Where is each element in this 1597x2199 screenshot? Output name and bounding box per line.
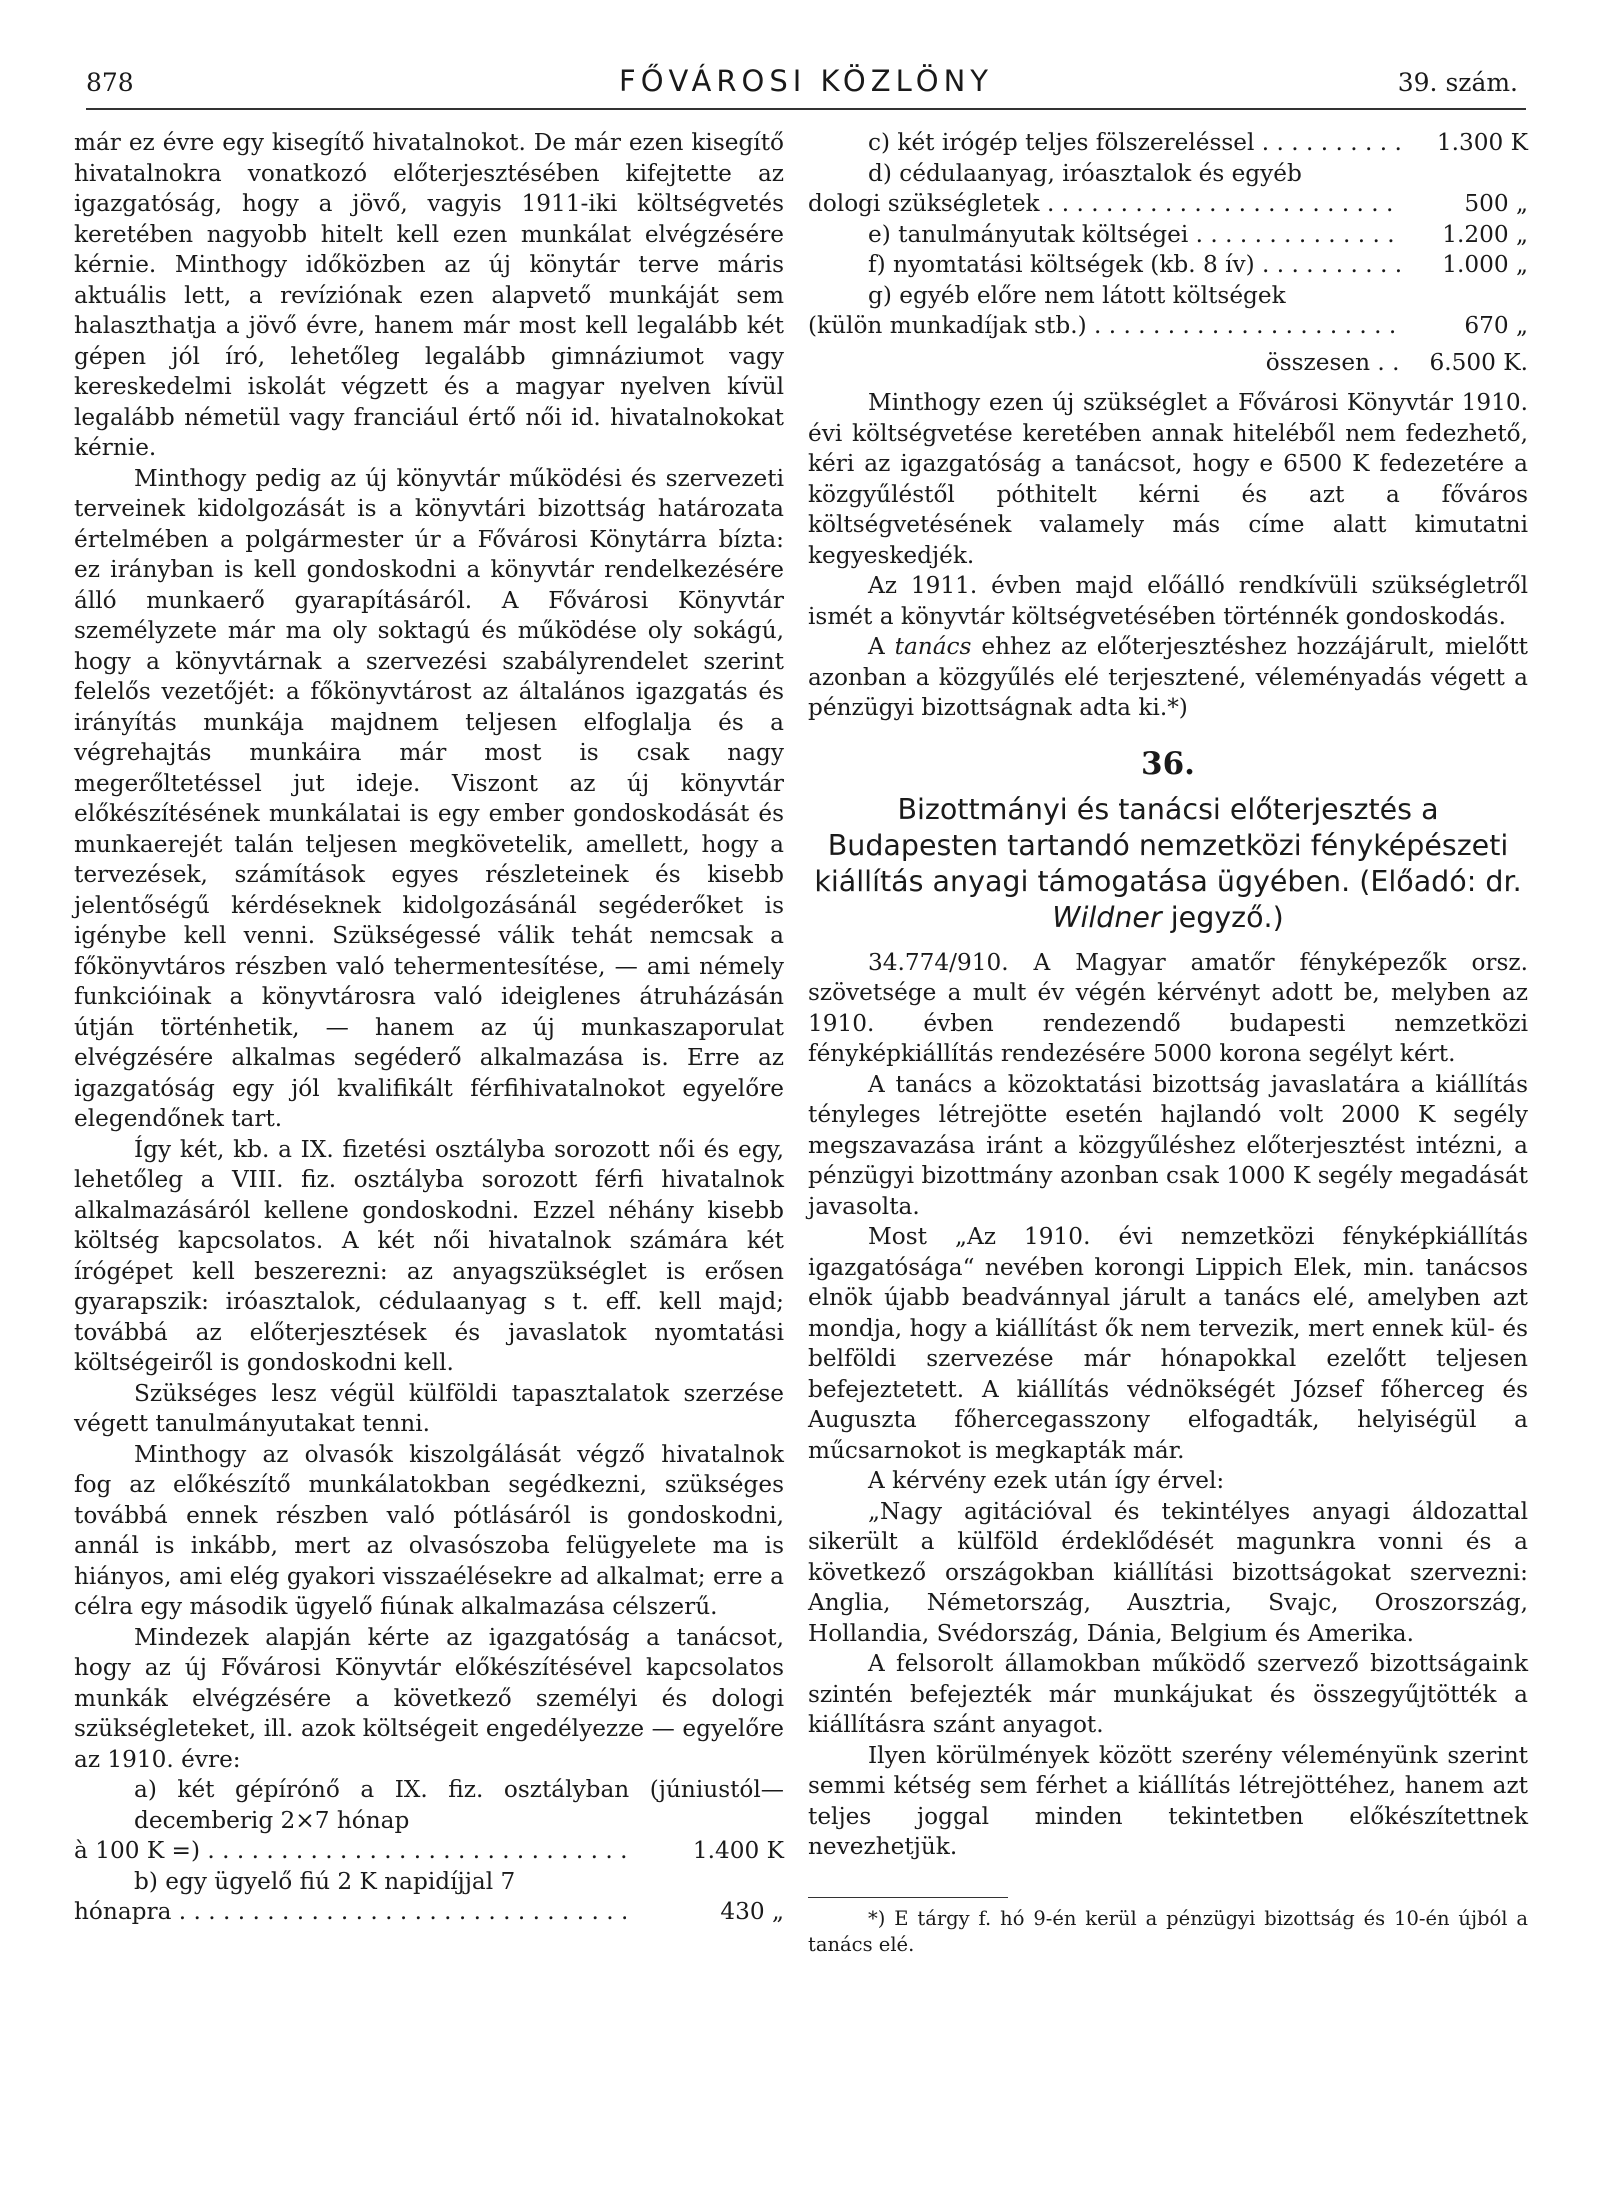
expense-item-f xyxy=(808,250,1528,281)
expense-amount: 1.000 „ xyxy=(1442,251,1528,278)
expense-amount: 500 „ xyxy=(1464,190,1528,217)
section-number: 36. xyxy=(1141,745,1195,782)
expense-row xyxy=(808,189,1528,220)
paragraph: A felsorolt államokban működő szervező bizottságaink szintén befejezték már munkájukat és összegyűjtötték a kiállításra szánt anyagot. xyxy=(808,1650,1528,1738)
paragraph: Minthogy az olvasók kiszolgálását végző hivatalnok fog az előkészítő munkálatokban segédkezni, szükséges továbbá ennek részben való pótlásáról is gondoskodni, annál is inkább, mert az olvasószoba felügyelete ma is hiányos, ami elég gyakori visszaélésekre ad alkalmat; erre a célra egy második ügyelő fiúnak alkalmazása célszerű. xyxy=(74,1440,784,1620)
emphasized-text: Wildner xyxy=(1052,900,1162,934)
issue-number: 39. szám. xyxy=(1397,68,1518,97)
right-column xyxy=(808,128,1528,1958)
paragraph xyxy=(808,632,1528,724)
section-title xyxy=(808,792,1528,936)
expense-label: f) nyomtatási költségek (kb. 8 ív) . . . xyxy=(868,250,1402,281)
footnote-rule xyxy=(808,1897,1008,1898)
total-label: összesen . . xyxy=(1265,348,1400,376)
expense-label: c) két irógép teljes fölszereléssel . . . xyxy=(868,128,1402,159)
expense-item-text: b) egy ügyelő fiú 2 K napidíjjal 7 xyxy=(134,1867,516,1895)
expense-label: hónapra . . . xyxy=(74,1897,626,1928)
expense-item-b xyxy=(74,1867,784,1928)
expense-item-a xyxy=(74,1775,784,1867)
paragraph: Szükséges lesz végül külföldi tapasztalatok szerzése végett tanulmányutakat tenni. xyxy=(74,1379,784,1437)
paragraph: Mindezek alapján kérte az igazgatóság a tanácsot, hogy az új Fővárosi Könyvtár előkészítésével kapcsolatos munkák elvégzésére a következő személyi és dologi szükségleteket, ill. azok költségeit engedélyezze — egyelőre az 1910. évre: xyxy=(74,1623,784,1773)
expense-item-d xyxy=(808,159,1528,220)
paragraph: A kérvény ezek után így érvel: xyxy=(868,1467,1225,1494)
expense-item-text: g) egyéb előre nem látott költségek xyxy=(868,281,1286,309)
expense-total xyxy=(808,348,1528,379)
publication-title: FŐVÁROSI KÖZLÖNY xyxy=(619,64,993,98)
text-run: jegyző.) xyxy=(1161,900,1284,934)
text-run: A xyxy=(868,633,895,660)
expense-item-g xyxy=(808,281,1528,342)
paragraph: Minthogy pedig az új könyvtár működési és szervezeti terveinek kidolgozását is a könyvtári bizottság határozata értelmében a polgármester úr a Fővárosi Könytárra bízta: ez irányban is kell gondoskodni a könyvtár rendelkezésére álló munkaerő gyarapításáról. A Fővárosi Könyvtár személyzete már ma oly soktagú és működése oly sokágú, hogy a könyvtárnak a szervezési szabályrendelet szerint felelős vezetőjét: a főkönyvtárost az általános igazgatás és irányítás munkája majdnem teljesen elfoglalja és a végrehajtás munkáira már most is csak nagy megerőltetéssel jut ideje. Viszont az új könyvtár előkészítésének munkálatai is egy ember gondoskodását és munkaerejét talán teljesen megkövetelik, amellett, hogy a tervezések, számítások egyes részleteinek és kisebb jelentőségű kérdéseknek kidolgozásánál segéderőket is igénybe kell venni. Szükségessé válik tehát nemcsak a főkönyvtáros részben való tehermentesítése, — ami némely funkcióinak a könyvtárosra való ideiglenes átruházásán útján történhetik, — hanem az új munkaszaporulat elvégzésére alkalmas segéderő alkalmazása is. Erre az igazgatóság egy jól kvalifikált férfihivatalnokot egyelőre elegendőnek tart. xyxy=(74,464,784,1132)
paragraph: A tanács a közoktatási bizottság javaslatára a kiállítás tényleges létrejötte esetén hajlandó volt 2000 K segély megszavazása iránt a közgyűléshez előterjesztést intézni, a pénzügyi bizottmány azonban csak 1000 K segély megadását javasolta. xyxy=(808,1070,1528,1220)
expense-label: à 100 K =) . . . xyxy=(74,1836,626,1867)
emphasized-text: tanács xyxy=(894,633,972,660)
paragraph: már ez évre egy kisegítő hivatalnokot. De már ezen kisegítő hivatalnokra vonatkozó előterjesztésében kifejtette az igazgatóság, hogy a jövő, vagyis 1911-iki költségvetés keretében nagyobb hitelt kell ezen munkálat elvégzésére kérnie. Minthogy időközben az új könytár terve máris aktuális lett, a revíziónak ezen alapvető munkáját sem halaszthatja a jövő évre, hanem már most kell legalább két gépen jól író, lehetőleg legalább gimnáziumot vagy kereskedelmi iskolát végzett és a magyar nyelven kívül legalább németül vagy franciául értő női id. hivatalnokokat kérnie. xyxy=(74,129,784,461)
page-header xyxy=(86,60,1526,110)
footnote: *) E tárgy f. hó 9-én kerül a pénzügyi bizottság és 10-én újból a tanács elé. xyxy=(808,1906,1528,1956)
expense-label: e) tanulmányutak költségei . . . xyxy=(868,220,1402,251)
expense-amount: 430 „ xyxy=(720,1898,784,1925)
expense-amount: 670 „ xyxy=(1464,312,1528,339)
expense-row xyxy=(808,311,1528,342)
expense-amount: 1.300 K xyxy=(1436,129,1528,156)
expense-item-text: d) cédulaanyag, iróasztalok és egyéb xyxy=(868,159,1302,187)
expense-amount: 1.400 K xyxy=(692,1837,784,1864)
expense-label: (külön munkadíjak stb.) . . . xyxy=(808,311,1402,342)
left-column xyxy=(74,128,784,1928)
page-number: 878 xyxy=(86,68,134,97)
expense-item-text: a) két gépírónő a IX. fiz. osztályban (júniustól—decemberig 2×7 hónap xyxy=(134,1776,784,1834)
expense-item-c xyxy=(808,128,1528,159)
expense-row xyxy=(74,1836,784,1867)
paragraph: „Nagy agitációval és tekintélyes anyagi áldozattal sikerült a külföld érdeklődését magunkra vonni és a következő országokban kiállítási bizottságokat szervezni: Anglia, Németország, Ausztria, Svajc, Oroszország, Hollandia, Svédország, Dánia, Belgium és Amerika. xyxy=(808,1497,1528,1647)
expense-item-e xyxy=(808,220,1528,251)
text-run: Bizottmányi és tanácsi előterjesztés a Budapesten tartandó nemzetközi fényképészeti kiállítás anyagi támogatása ügyében. (Előadó: dr. xyxy=(814,792,1522,898)
paragraph: Így két, kb. a IX. fizetési osztályba sorozott női és egy, lehetőleg a VIII. fiz. osztályba sorozott férfi hivatalnok alkalmazásáról kellene gondoskodni. Ezzel néhány kisebb költség kapcsolatos. A két női hivatalnok számára két írógépet kell beszerezni: az anyagszükséglet is erősen gyarapszik: iróasztalok, cédulaanyag s t. eff. kell majd; továbbá az előterjesztések és javaslatok nyomtatási költségeiről is gondoskodni kell. xyxy=(74,1135,784,1376)
paragraph: Ilyen körülmények között szerény véleményünk szerint semmi kétség sem férhet a kiállítás létrejöttéhez, hanem azt teljes joggal minden tekintetben előkészítettnek nevezhetjük. xyxy=(808,1741,1528,1860)
paragraph: Az 1911. évben majd előálló rendkívüli szükségletről ismét a könyvtár költségvetésében történnék gondoskodás. xyxy=(808,572,1528,630)
paragraph: Minthogy ezen új szükséglet a Fővárosi Könyvtár 1910. évi költségvetése keretében annak hiteléből nem fedezhető, kéri az igazgatóság a tanácsot, hogy e 6500 K fedezetére a közgyűléstől póthitelt kérni és azt a főváros költségvetésének valamely más címe alatt kimutatni kegyeskedjék. xyxy=(808,389,1528,569)
paragraph: Most „Az 1910. évi nemzetközi fényképkiállítás igazgatósága“ nevében korongi Lippich Elek, min. tanácsos elnök újabb beadvánnyal járult a tanács elé, amelyben azt mondja, hogy a kiállítást ők nem tervezik, mert ennek kül- és belföldi szervezése már hónapokkal ezelőtt teljesen befejeztetett. A kiállítás védnökségét József főherceg és Auguszta főhercegasszony elfogadták, helyiségül a műcsarnokot is megkapták már. xyxy=(808,1223,1528,1464)
text-run: ehhez az előterjesztéshez hozzájárult, mielőtt azonban a közgyűlés elé terjesztené, véleményadás végett a pénzügyi bizottságnak adta ki.*) xyxy=(808,633,1528,721)
expense-label: dologi szükségletek . . . xyxy=(808,189,1402,220)
header-rule xyxy=(86,108,1526,110)
total-amount: 6.500 K. xyxy=(1429,348,1528,376)
paragraph: 34.774/910. A Magyar amatőr fényképezők orsz. szövetsége a mult év végén kérvényt adott be, melyben az 1910. évben rendezendő budapesti nemzetközi fényképkiállítás rendezésére 5000 korona segélyt kért. xyxy=(808,948,1528,1067)
expense-row xyxy=(74,1897,784,1928)
expense-amount: 1.200 „ xyxy=(1442,220,1528,248)
